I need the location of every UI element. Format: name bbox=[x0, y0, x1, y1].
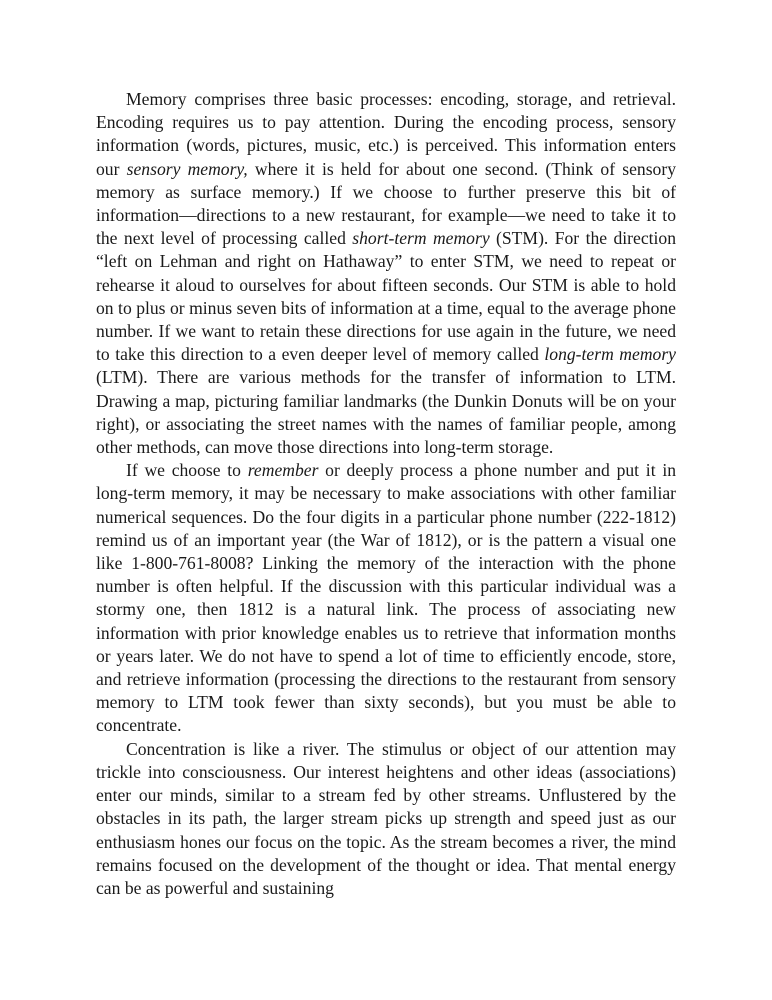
italic-term-sensory-memory: sensory memory, bbox=[126, 158, 248, 179]
italic-term-long-term-memory: long-term memory bbox=[544, 344, 676, 365]
paragraph-concentration-river bbox=[96, 738, 676, 900]
text-run: or deeply process a phone number and put it in long-term memory, it may be necessary to make associations with other familiar numerical sequences. Do the four digits in a particular phone number (222-1812) remind us of an important year (the War of 1812), or is the pattern a visual one like 1-800-761-8008? Linking the memory of the interaction with the phone number is often helpful. If the discussion with this particular individual was a stormy one, then 1812 is a natural link. The process of associating new information with prior knowledge enables us to retrieve that information months or years later. We do not have to spend a lot of time to efficiently encode, store, and retrieve information (processing the directions to the restaurant from sensory memory to LTM took fewer than sixty seconds), but you must be able to concentrate. bbox=[96, 460, 676, 736]
text-run: where it is held for about one second. (Think of sensory memory as surface memory.) If we choose to further preserve this bit of information—directions to a new restaurant, for example—we need to take it to the next level of processing called bbox=[96, 158, 676, 249]
paragraph-memory-processes bbox=[96, 88, 676, 459]
text-run: Concentration is like a river. The stimulus or object of our attention may trickle into consciousness. Our interest heightens and other ideas (associations) enter our minds, similar to a stream fed by other streams. Unflustered by the obstacles in its path, the larger stream picks up strength and speed just as our enthusiasm hones our focus on the topic. As the stream becomes a river, the mind remains focused on the development of the thought or idea. That mental energy can be as powerful and sustaining bbox=[96, 738, 676, 898]
text-run: Memory comprises three basic processes: encoding, storage, and retrieval. Encoding requires us to pay attention. During the encoding process, sensory information (words, pictures, music, etc.) is perceived. This information enters our bbox=[96, 89, 676, 179]
paragraph-remember-phone-number bbox=[96, 459, 676, 737]
text-run: (LTM). There are various methods for the transfer of information to LTM. Drawing a map, picturing familiar landmarks (the Dunkin Donuts will be on your right), or associating the street names with the names of familiar people, among other methods, can move those directions into long-term storage. bbox=[96, 367, 676, 458]
text-run: (STM). For the direction “left on Lehman and right on Hathaway” to enter STM, we need to repeat or rehearse it aloud to ourselves for about fifteen seconds. Our STM is able to hold on to plus or minus seven bits of information at a time, equal to the average phone number. If we want to retain these directions for use again in the future, we need to take this direction to a even deeper level of memory called bbox=[96, 228, 676, 365]
italic-term-short-term-memory: short-term memory bbox=[352, 228, 490, 249]
text-run: If we choose to bbox=[126, 460, 248, 481]
italic-term-remember: remember bbox=[247, 460, 319, 481]
document-page bbox=[96, 88, 676, 900]
